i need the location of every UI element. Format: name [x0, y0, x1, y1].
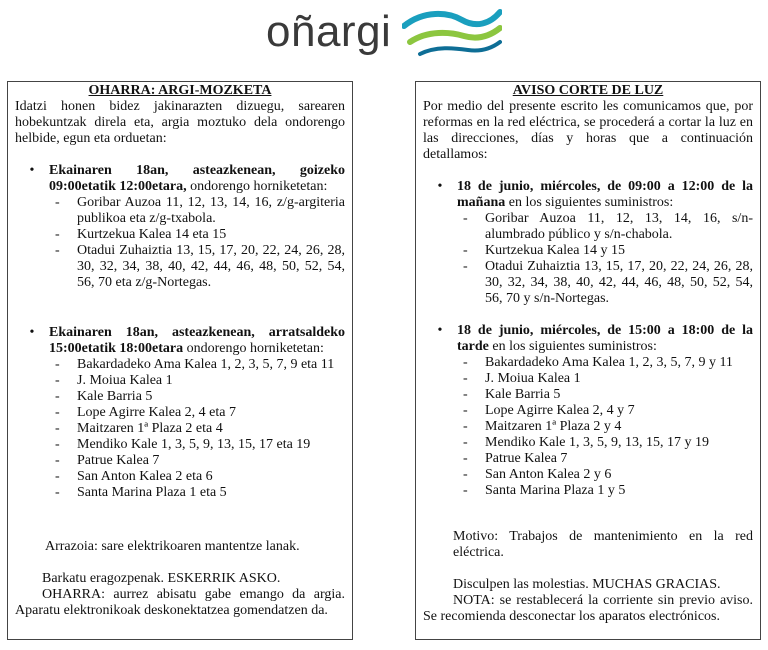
- address-list: [15, 357, 345, 501]
- list-item: - Goribar Auzoa 11, 12, 13, 14, 16, s/n-alumbrado público y s/n-chabola.: [463, 211, 753, 242]
- notice-apology: Barkatu eragozpenak. ESKERRIK ASKO.: [42, 571, 281, 586]
- schedule-block-afternoon: [423, 323, 753, 355]
- list-item: - Mendiko Kale 1, 3, 5, 9, 13, 15, 17 eta 19: [55, 437, 311, 452]
- bullet-icon: •: [29, 325, 35, 340]
- schedule-block-morning: [423, 179, 753, 211]
- notice-note: OHARRA: aurrez abisatu gabe emango da argia. Aparatu elektronikoak deskonektatzea gomendatzen da.: [15, 587, 345, 618]
- list-item: - Otadui Zuhaiztia 13, 15, 17, 20, 22, 24, 26, 28, 30, 32, 34, 38, 40, 42, 44, 46, 48, 50, 52, 54, 56, 70 eta z/g-Nortegas.: [55, 243, 345, 290]
- list-item: - Santa Marina Plaza 1 eta 5: [55, 485, 227, 500]
- brand-logo: [266, 6, 506, 62]
- list-item: - Patrue Kalea 7: [463, 451, 568, 466]
- notice-title: OHARRA: ARGI-MOZKETA: [88, 83, 272, 98]
- list-item: - Kale Barria 5: [55, 389, 153, 404]
- list-item: - Lope Agirre Kalea 2, 4 eta 7: [55, 405, 236, 420]
- schedule-time: 18 de junio, miércoles, de 09:00 a 12:00 de la mañana: [457, 179, 753, 210]
- list-item: - Otadui Zuhaiztia 13, 15, 17, 20, 22, 24, 26, 28, 30, 32, 34, 38, 40, 42, 44, 46, 48, 50, 52, 54, 56, 70 y s/n-Nortegas.: [463, 259, 753, 306]
- notice-intro: Idatzi honen bidez jakinarazten dizuegu, sarearen hobekuntzak direla eta, argia moztuko dela ondorengo helbide, egun eta orduetan:: [15, 99, 345, 146]
- list-item: - Maitzaren 1ª Plaza 2 eta 4: [55, 421, 223, 436]
- schedule-text: en los siguientes suministros:: [488, 339, 657, 354]
- schedule-text: ondorengo horniketetan:: [183, 341, 324, 356]
- list-item: - Lope Agirre Kalea 2, 4 y 7: [463, 403, 635, 418]
- notice-basque: [7, 81, 353, 640]
- bullet-icon: •: [29, 163, 35, 178]
- list-item: - J. Moiua Kalea 1: [463, 371, 581, 386]
- address-list: [15, 195, 345, 291]
- logo-wave-icon: [402, 6, 502, 58]
- list-item: - J. Moiua Kalea 1: [55, 373, 173, 388]
- address-list: [423, 355, 753, 499]
- list-item: - Patrue Kalea 7: [55, 453, 160, 468]
- list-item: - Kurtzekua Kalea 14 eta 15: [55, 227, 227, 242]
- list-item: - Maitzaren 1ª Plaza 2 y 4: [463, 419, 622, 434]
- notice-intro: Por medio del presente escrito les comunicamos que, por reformas en la red eléctrica, se procederá a cortar la luz en las direcciones, días y horas que a continuación detallamos:: [423, 99, 753, 162]
- list-item: - Goribar Auzoa 11, 12, 13, 14, 16, z/g-argiteria publikoa eta z/g-txabola.: [55, 195, 345, 226]
- bullet-icon: •: [437, 323, 443, 338]
- address-list: [423, 211, 753, 307]
- schedule-text: en los siguientes suministros:: [505, 195, 674, 210]
- schedule-text: ondorengo horniketetan:: [186, 179, 328, 194]
- schedule-time: Ekainaren 18an, asteazkenean, arratsaldeko 15:00etatik 18:00etara: [49, 325, 345, 356]
- bullet-icon: •: [437, 179, 443, 194]
- list-item: - San Anton Kalea 2 y 6: [463, 467, 612, 482]
- schedule-time: 18 de junio, miércoles, de 15:00 a 18:00 de la tarde: [457, 323, 753, 354]
- list-item: - Kale Barria 5: [463, 387, 561, 402]
- notice-apology: Disculpen las molestias. MUCHAS GRACIAS.: [453, 577, 721, 592]
- notice-title: AVISO CORTE DE LUZ: [512, 83, 664, 98]
- schedule-block-morning: [15, 163, 345, 195]
- notice-note: NOTA: se restablecerá la corriente sin previo aviso. Se recomienda desconectar los aparatos electrónicos.: [423, 593, 753, 624]
- notice-spanish: [415, 81, 761, 640]
- notice-reason: Motivo: Trabajos de mantenimiento en la red eléctrica.: [453, 529, 753, 560]
- list-item: - Bakardadeko Ama Kalea 1, 2, 3, 5, 7, 9 eta 11: [55, 357, 335, 372]
- list-item: - Santa Marina Plaza 1 y 5: [463, 483, 626, 498]
- list-item: - Kurtzekua Kalea 14 y 15: [463, 243, 625, 258]
- schedule-time: Ekainaren 18an, asteazkenean, goizeko 09:00etatik 12:00etara,: [49, 163, 345, 194]
- list-item: - San Anton Kalea 2 eta 6: [55, 469, 213, 484]
- list-item: - Mendiko Kale 1, 3, 5, 9, 13, 15, 17 y 19: [463, 435, 709, 450]
- list-item: - Bakardadeko Ama Kalea 1, 2, 3, 5, 7, 9 y 11: [463, 355, 733, 370]
- logo-wordmark: oñargi: [266, 7, 392, 56]
- schedule-block-afternoon: [15, 325, 345, 357]
- notice-reason: Arrazoia: sare elektrikoaren mantentze lanak.: [45, 539, 300, 554]
